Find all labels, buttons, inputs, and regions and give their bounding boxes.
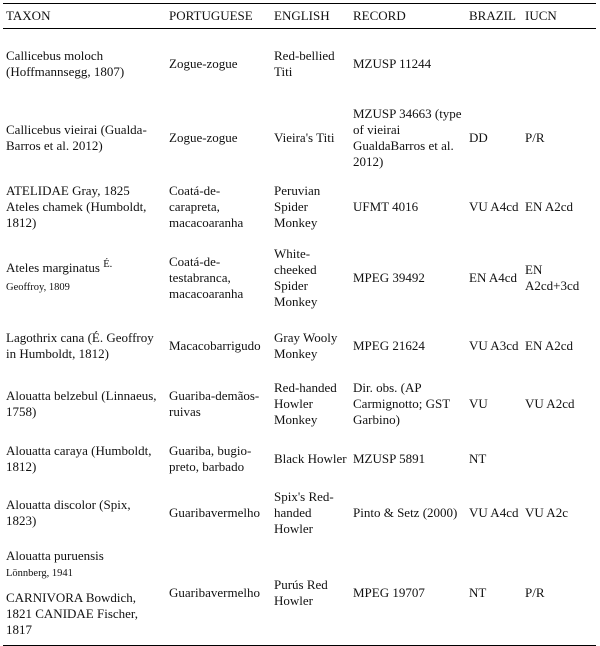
iucn-cell: P/R: [525, 129, 545, 145]
portuguese-cell: Guariba-demãos-ruivas: [169, 388, 260, 419]
brazil-cell: VU: [469, 396, 488, 411]
english-cell: Spix's Red-handed Howler: [274, 488, 334, 536]
record-cell: MZUSP 34663 (type of vieirai GualdaBarros et al. 2012): [353, 105, 462, 169]
taxon-cell: Callicebus moloch (Hoffmannsegg, 1807): [6, 48, 125, 80]
record-cell: UFMT 4016: [353, 199, 419, 214]
portuguese-cell: Macacobarrigudo: [169, 338, 261, 353]
taxon-author-initial: É.: [103, 259, 113, 270]
portuguese-cell: Guariba, bugio-preto, barbado: [169, 442, 252, 474]
table-row: [3, 484, 596, 542]
brazil-cell: NT: [466, 542, 522, 646]
iucn-cell: VU A2cd: [525, 396, 575, 411]
header-english: ENGLISH: [271, 4, 350, 29]
table-row: [3, 375, 596, 434]
record-cell: MZUSP 5891: [353, 450, 426, 466]
taxon-author: Lönnberg, 1941: [6, 568, 73, 580]
english-cell: Purús Red Howler: [271, 542, 350, 646]
iucn-cell: P/R: [522, 542, 596, 646]
taxon-cell: Lagothrix cana (É. Geoffroy in Humboldt, 1812): [6, 330, 154, 361]
iucn-cell: EN A2cd+3cd: [525, 262, 580, 293]
record-cell: MPEG 19707: [350, 542, 466, 646]
record-cell: Dir. obs. (AP Carmignotto; GST Garbino): [353, 380, 450, 427]
record-cell: MZUSP 11244: [353, 56, 432, 72]
taxon-cell: Alouatta discolor (Spix, 1823): [6, 496, 131, 528]
table-header-row: [3, 4, 596, 29]
table-row: [3, 100, 596, 176]
table-row: [3, 434, 596, 484]
taxon-higher: CARNIVORA Bowdich, 1821 CANIDAE Fischer, 1817: [6, 590, 138, 638]
taxon-name: Ateles marginatus: [6, 260, 100, 275]
brazil-cell: DD: [469, 129, 488, 145]
english-cell: Vieira's Titi: [274, 129, 335, 145]
brazil-cell: [466, 29, 522, 100]
iucn-cell: [522, 29, 596, 100]
taxon-cell: Callicebus vieirai (Gualda-Barros et al. 2012): [6, 121, 147, 153]
header-taxon: TAXON: [3, 4, 166, 29]
header-record: RECORD: [350, 4, 466, 29]
portuguese-cell: Coatá-de-testabranca, macacoaranha: [169, 254, 244, 301]
taxon-cell: Alouatta caraya (Humboldt, 1812): [6, 442, 152, 474]
english-cell: Red-handed Howler Monkey: [274, 380, 337, 427]
record-cell: MPEG 39492: [353, 270, 425, 285]
table-row: [3, 542, 596, 646]
brazil-cell: VU A4cd: [469, 504, 519, 520]
english-cell: Black Howler: [274, 450, 347, 466]
taxon-name: Alouatta puruensis: [6, 548, 104, 564]
taxon-cell: Alouatta belzebul (Linnaeus, 1758): [6, 388, 157, 419]
iucn-cell: VU A2c: [525, 504, 568, 520]
table-row: [3, 239, 596, 318]
iucn-cell: EN A2cd: [525, 338, 574, 353]
iucn-cell: EN A2cd: [525, 199, 574, 214]
table-row: [3, 318, 596, 375]
english-cell: Red-bellied Titi: [274, 48, 335, 80]
taxon-cell: ATELIDAE Gray, 1825 Ateles chamek (Humboldt, 1812): [6, 183, 147, 230]
brazil-cell: EN A4cd: [469, 270, 518, 285]
taxon-author: Geoffroy, 1809: [6, 282, 70, 293]
species-table: [3, 3, 596, 646]
portuguese-cell: Zogue-zogue: [169, 56, 238, 72]
table-row: [3, 176, 596, 239]
english-cell: Gray Wooly Monkey: [274, 330, 338, 361]
record-cell: MPEG 21624: [353, 338, 425, 353]
brazil-cell: VU A3cd: [469, 338, 519, 353]
brazil-cell: VU A4cd: [469, 199, 519, 214]
portuguese-cell: Guaribavermelho: [166, 542, 271, 646]
iucn-cell: [522, 434, 596, 484]
header-brazil: BRAZIL: [466, 4, 522, 29]
header-iucn: IUCN: [522, 4, 596, 29]
taxon-cell: [3, 239, 166, 318]
header-portuguese: PORTUGUESE: [166, 4, 271, 29]
portuguese-cell: Coatá-de-carapreta, macacoaranha: [169, 183, 244, 230]
taxon-cell: [3, 542, 166, 646]
record-cell: Pinto & Setz (2000): [353, 504, 458, 520]
portuguese-cell: Zogue-zogue: [169, 129, 238, 145]
brazil-cell: NT: [469, 450, 487, 466]
english-cell: Peruvian Spider Monkey: [274, 183, 321, 230]
portuguese-cell: Guaribavermelho: [169, 504, 260, 520]
table-row: [3, 29, 596, 100]
english-cell: White-cheeked Spider Monkey: [274, 246, 318, 309]
